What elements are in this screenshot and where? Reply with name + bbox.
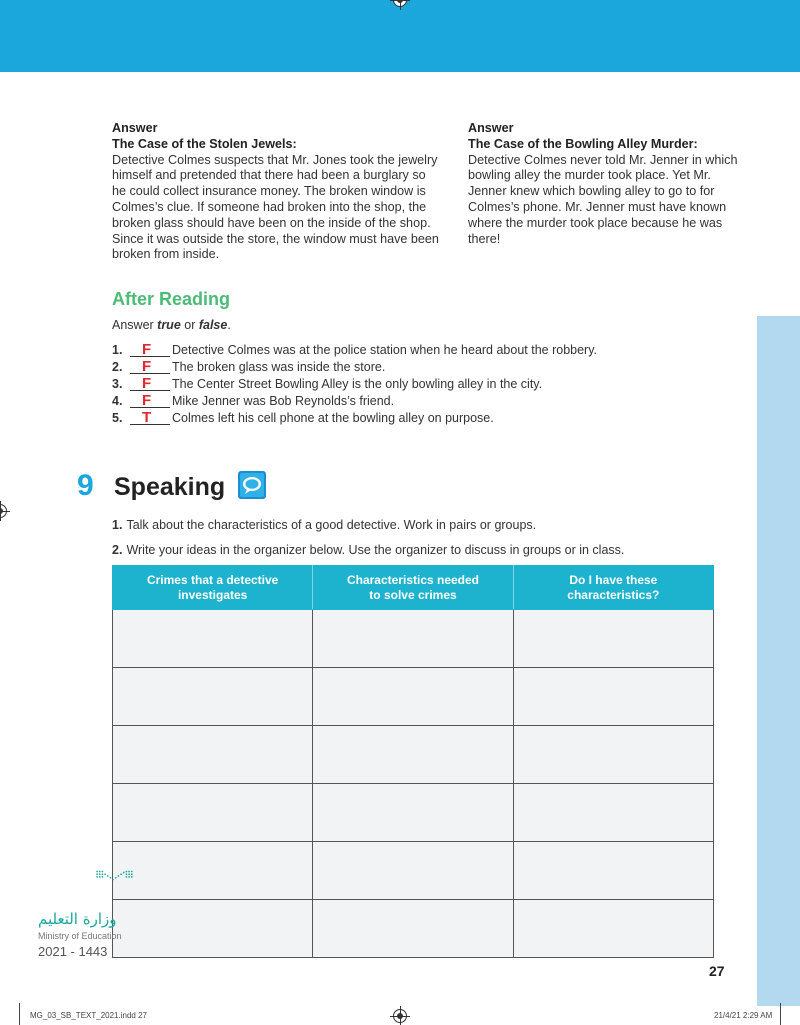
table-cell[interactable] [313, 668, 513, 726]
table-cell[interactable] [113, 900, 313, 958]
answer-title: The Case of the Bowling Alley Murder: [468, 136, 698, 151]
table-cell[interactable] [313, 726, 513, 784]
table-cell[interactable] [513, 784, 713, 842]
column-header: Do I have these characteristics? [513, 566, 713, 610]
handwritten-answer: F [142, 341, 152, 358]
table-row [113, 726, 714, 784]
side-color-band [757, 316, 800, 1006]
handwritten-answer: F [142, 358, 152, 375]
answer-text: Detective Colmes suspects that Mr. Jones took the jewelry himself and pretended that there had been a burglary so he could collect insurance money. The broken window is Colmes’s clue. If someone had broken into the shop, the broken glass should have been on the inside of the shop. Since it was outside the store, the window must have been broken from inside. [112, 152, 439, 262]
table-cell[interactable] [113, 610, 313, 668]
answer-blank[interactable] [130, 377, 170, 391]
speaking-task-2: 2. Write your ideas in the organizer below. Use the organizer to discuss in groups or in class. [112, 543, 625, 557]
speech-bubble-icon [237, 470, 267, 500]
table-row [113, 610, 714, 668]
registration-mark-icon [0, 504, 7, 518]
true-false-list [112, 340, 672, 425]
crop-mark [19, 1003, 20, 1025]
page-number: 27 [709, 963, 725, 979]
list-item [112, 340, 672, 357]
answer-label: Answer [468, 121, 514, 135]
answer-text: Detective Colmes never told Mr. Jenner in which bowling alley the murder took place. Yet Mr. Jenner knew which bowling alley to go to for Colmes’s phone. Mr. Jenner must have known where the murder took place because he was there! [468, 152, 738, 246]
answer-bowling-alley [468, 121, 743, 247]
item-number: 2. [112, 360, 123, 374]
true-false-instruction: Answer true or false. [112, 318, 231, 332]
table-cell[interactable] [313, 842, 513, 900]
footer-date: 21/4/21 2:29 AM [714, 1011, 773, 1020]
table-cell[interactable] [513, 610, 713, 668]
speaking-task-1: 1. Talk about the characteristics of a good detective. Work in pairs or groups. [112, 518, 537, 532]
table-cell[interactable] [113, 784, 313, 842]
item-number: 4. [112, 394, 123, 408]
statement-text: Mike Jenner was Bob Reynolds’s friend. [172, 394, 395, 408]
table-cell[interactable] [313, 610, 513, 668]
crop-mark [780, 1003, 781, 1025]
answer-blank[interactable] [130, 394, 170, 408]
answer-blank[interactable] [130, 343, 170, 357]
registration-mark-icon [393, 1009, 407, 1023]
statement-text: The Center Street Bowling Alley is the only bowling alley in the city. [172, 377, 543, 391]
handwritten-answer: F [142, 375, 152, 392]
table-cell[interactable] [113, 726, 313, 784]
answer-title: The Case of the Stolen Jewels: [112, 136, 297, 151]
list-item [112, 408, 672, 425]
speaking-heading: Speaking [114, 473, 226, 501]
ministry-year: 2021 - 1443 [38, 944, 108, 959]
table-row [113, 900, 714, 958]
column-header: Characteristics needed to solve crimes [313, 566, 513, 610]
ministry-arabic-name: وزارة التعليم [38, 910, 117, 928]
ministry-logo-icon [36, 868, 176, 908]
table-row [113, 842, 714, 900]
top-color-band [0, 0, 800, 72]
list-item [112, 391, 672, 408]
handwritten-answer: T [142, 409, 152, 426]
footer-file-name: MG_03_SB_TEXT_2021.indd 27 [30, 1011, 147, 1020]
statement-text: The broken glass was inside the store. [172, 360, 386, 374]
list-item [112, 374, 672, 391]
table-cell[interactable] [313, 784, 513, 842]
answer-stolen-jewels [112, 121, 442, 263]
item-number: 5. [112, 411, 123, 425]
table-cell[interactable] [113, 668, 313, 726]
answer-blank[interactable] [130, 411, 170, 425]
handwritten-answer: F [142, 392, 152, 409]
item-number: 3. [112, 377, 123, 391]
answer-blank[interactable] [130, 360, 170, 374]
statement-text: Colmes left his cell phone at the bowling alley on purpose. [172, 411, 494, 425]
table-cell[interactable] [513, 668, 713, 726]
table-row [113, 668, 714, 726]
ministry-english-name: Ministry of Education [38, 931, 122, 941]
table-cell[interactable] [513, 842, 713, 900]
organizer-table [112, 565, 714, 958]
section-number: 9 [77, 469, 94, 502]
table-cell[interactable] [513, 900, 713, 958]
column-header: Crimes that a detective investigates [113, 566, 313, 610]
statement-text: Detective Colmes was at the police station when he heard about the robbery. [172, 343, 598, 357]
table-cell[interactable] [313, 900, 513, 958]
table-row [113, 784, 714, 842]
table-cell[interactable] [513, 726, 713, 784]
list-item [112, 357, 672, 374]
after-reading-heading: After Reading [112, 289, 231, 309]
answer-label: Answer [112, 121, 158, 135]
item-number: 1. [112, 343, 123, 357]
